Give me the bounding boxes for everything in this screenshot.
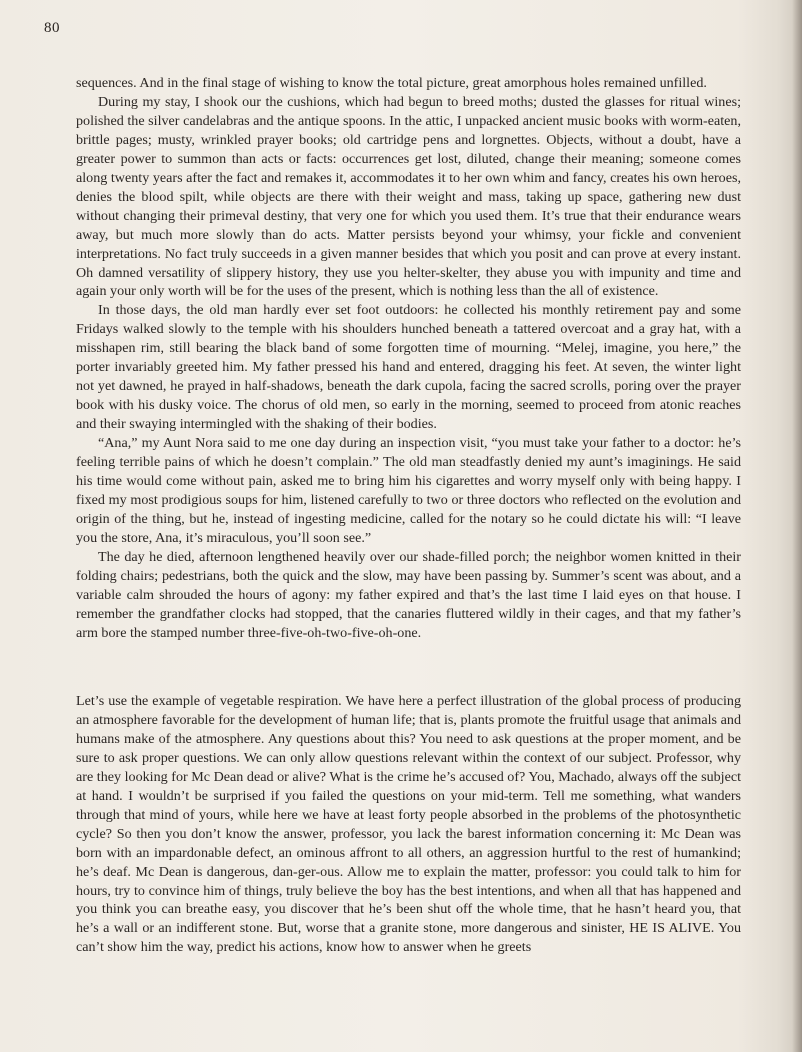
page-number: 80	[44, 20, 60, 36]
paragraph: sequences. And in the final stage of wishing to know the total picture, great amorphous holes remained unfilled.	[76, 75, 707, 91]
page-binding-shadow	[792, 0, 802, 1052]
narrative-section	[76, 74, 741, 643]
lecture-section	[76, 692, 741, 957]
paragraph: “Ana,” my Aunt Nora said to me one day during an inspection visit, “you must take your father to a doctor: he’s feeling terrible pains of which he doesn’t complain.” The old man steadfastly denied my aunt’s imaginings. He said his time would come without pain, asked me to bring him his cigarettes and worry myself only with being happy. I fixed my most prodigious soups for him, listened carefully to two or three doctors who reflected on the evolution and origin of the thing, but he, instead of ingesting medicine, called for the notary so he could dictate his will: “I leave you the store, Ana, it’s miraculous, you’ll soon see.”	[76, 435, 741, 546]
paragraph: In those days, the old man hardly ever set foot outdoors: he collected his monthly retirement pay and some Fridays walked slowly to the temple with his shoulders hunched beneath a tattered overcoat and a gray hat, with a misshapen rim, still bearing the black band of some forgotten time of mourning. “Melej, imagine, you here,” the porter invariably greeted him. My father pressed his hand and entered, dragging his feet. At seven, the winter light not yet dawned, he prayed in half-shadows, beneath the dark cupola, facing the sacred scrolls, poring over the prayer book with his dusky voice. The chorus of old men, so early in the morning, seemed to proceed from atonic reaches and their swaying intermingled with the shaking of their bodies.	[76, 302, 741, 433]
paragraph: During my stay, I shook our the cushions, which had begun to breed moths; dusted the glasses for ritual wines; polished the silver candelabras and the antique spoons. In the attic, I unpacked ancient music books with worm-eaten, brittle pages; musty, wrinkled prayer books; old cartridge pens and lorgnettes. Objects, without a doubt, have a greater power to summon than acts or facts: occurrences get lost, diluted, change their meaning; someone comes along twenty years after the fact and remakes it, accommodates it to her own whim and fancy, creates his own heroes, denies the blood spilt, while objects are there with their weight and mass, taking up space, gathering new dust without changing their primeval destiny, that very one for which you used them. It’s true that their endurance wears away, but much more slowly than do acts. Matter persists beyond your whimsy, your fickle and convenient interpretations. No fact truly succeeds in a given manner besides that which you posit and can prove at every instant. Oh damned versatility of slippery history, they use you helter-skelter, they abuse you with impunity and time and again your only worth will be for the uses of the present, which is nothing less than the all of existence.	[76, 93, 741, 300]
paragraph: The day he died, afternoon lengthened heavily over our shade-filled porch; the neighbor women knitted in their folding chairs; pedestrians, both the quick and the slow, may have been passing by. Summer’s scent was about, and a variable calm shrouded the hours of agony: my father expired and that’s the last time I laid eyes on that house. I remember the grandfather clocks had stopped, that the canaries fluttered wildly in their cages, and that my father’s arm bore the stamped number three-five-oh-two-five-oh-one.	[76, 548, 741, 641]
paragraph: Let’s use the example of vegetable respiration. We have here a perfect illustration of the global process of producing an atmosphere favorable for the development of human life; that is, plants promote the fruitful usage that animals and humans make of the atmosphere. Any questions about this? You need to ask questions at the proper moment, and be sure to ask proper questions. We can only allow questions relevant within the context of our subject. Professor, why are they looking for Mc Dean dead or alive? What is the crime he’s accused of? You, Machado, always off the subject at hand. I wouldn’t be surprised if you failed the questions on your mid-term. Tell me something, what wanders through that mind of yours, while here we have at least forty people absorbed in the problems of the photosynthetic cycle? So then you don’t know the answer, professor, you lack the barest information concerning it: Mc Dean was born with an impardonable defect, an ominous affront to all others, an aggression hurtful to the rest of humankind; he’s deaf. Mc Dean is dangerous, dan-ger-ous. Allow me to explain the matter, professor: you could talk to him for hours, try to convince him of things, truly believe the boy has the best intentions, and when all that has happened and you think you can breathe easy, you discover that he’s been shut off the whole time, that he hasn’t heard you, that he’s a wall or an indifferent stone. But, worse that a granite stone, more dangerous and sinister, HE IS ALIVE. You can’t show him the way, predict his actions, know how to answer when he greets	[76, 693, 741, 956]
